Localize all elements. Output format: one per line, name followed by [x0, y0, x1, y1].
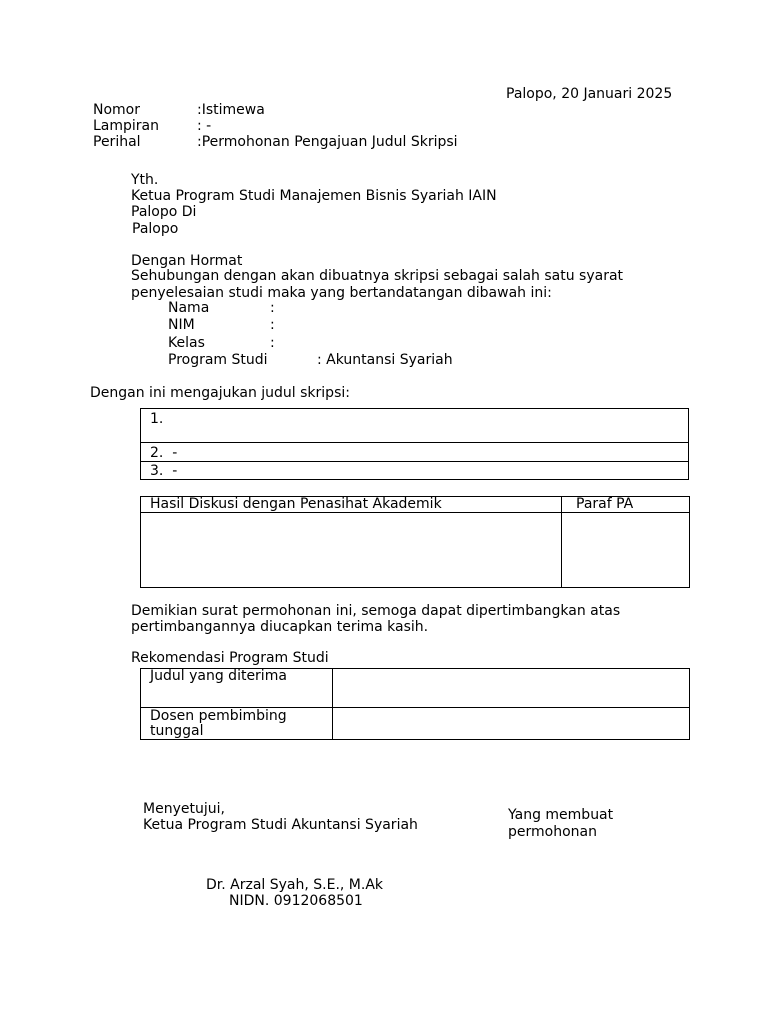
recipient-line-2: Palopo Di: [131, 204, 197, 220]
field-prodi-label: Program Studi: [168, 352, 268, 368]
approval-line-1: Menyetujui,: [143, 801, 225, 817]
recipient-yth: Yth.: [131, 172, 159, 188]
discussion-column-divider: [561, 496, 562, 588]
submit-line: Dengan ini mengajukan judul skripsi:: [90, 385, 350, 401]
nomor-value: :Istimewa: [197, 102, 265, 118]
closing-line-1: Demikian surat permohonan ini, semoga dapat dipertimbangkan atas: [131, 603, 621, 619]
lampiran-value: : -: [197, 118, 212, 134]
perihal-value: :Permohonan Pengajuan Judul Skripsi: [197, 134, 458, 150]
field-nim-value: :: [270, 317, 275, 333]
nomor-label: Nomor: [93, 102, 140, 118]
recommendation-row-1-label: Judul yang diterima: [150, 668, 287, 684]
recommendation-title: Rekomendasi Program Studi: [131, 650, 329, 666]
field-nama-value: :: [270, 300, 275, 316]
intro-line-1: Sehubungan dengan akan dibuatnya skripsi sebagai salah satu syarat: [131, 268, 624, 284]
perihal-label: Perihal: [93, 134, 141, 150]
approval-line-2: Ketua Program Studi Akuntansi Syariah: [143, 817, 418, 833]
discussion-header-paraf: Paraf PA: [576, 496, 634, 512]
title-table-divider-1: [140, 442, 689, 443]
lampiran-label: Lampiran: [93, 118, 160, 134]
signatory-name: Dr. Arzal Syah, S.E., M.Ak: [206, 877, 384, 893]
greeting: Dengan Hormat: [131, 253, 243, 269]
discussion-header-divider: [140, 512, 690, 513]
title-table-divider-2: [140, 461, 689, 462]
applicant-line-2: permohonan: [508, 824, 597, 840]
closing-line-2: pertimbangannya diucapkan terima kasih.: [131, 619, 429, 635]
field-kelas-value: :: [270, 335, 275, 351]
title-table: [140, 408, 689, 480]
title-item-2: 2. -: [150, 445, 178, 461]
title-item-3: 3. -: [150, 463, 178, 479]
field-kelas-label: Kelas: [168, 335, 205, 351]
letter-date: Palopo, 20 Januari 2025: [506, 86, 673, 102]
recommendation-column-divider: [332, 668, 333, 740]
recommendation-row-2-label-1: Dosen pembimbing: [150, 708, 287, 724]
field-prodi-value: : Akuntansi Syariah: [317, 352, 453, 368]
signatory-nidn: NIDN. 0912068501: [229, 893, 363, 909]
field-nama-label: Nama: [168, 300, 210, 316]
recommendation-row-2-label-2: tunggal: [150, 723, 204, 739]
field-nim-label: NIM: [168, 317, 195, 333]
title-item-1: 1.: [150, 411, 164, 427]
recipient-line-1: Ketua Program Studi Manajemen Bisnis Syariah IAIN: [131, 188, 497, 204]
discussion-header-result: Hasil Diskusi dengan Penasihat Akademik: [150, 496, 442, 512]
intro-line-2: penyelesaian studi maka yang bertandatangan dibawah ini:: [131, 285, 552, 301]
applicant-line-1: Yang membuat: [508, 807, 614, 823]
recipient-line-3: Palopo: [132, 221, 179, 237]
